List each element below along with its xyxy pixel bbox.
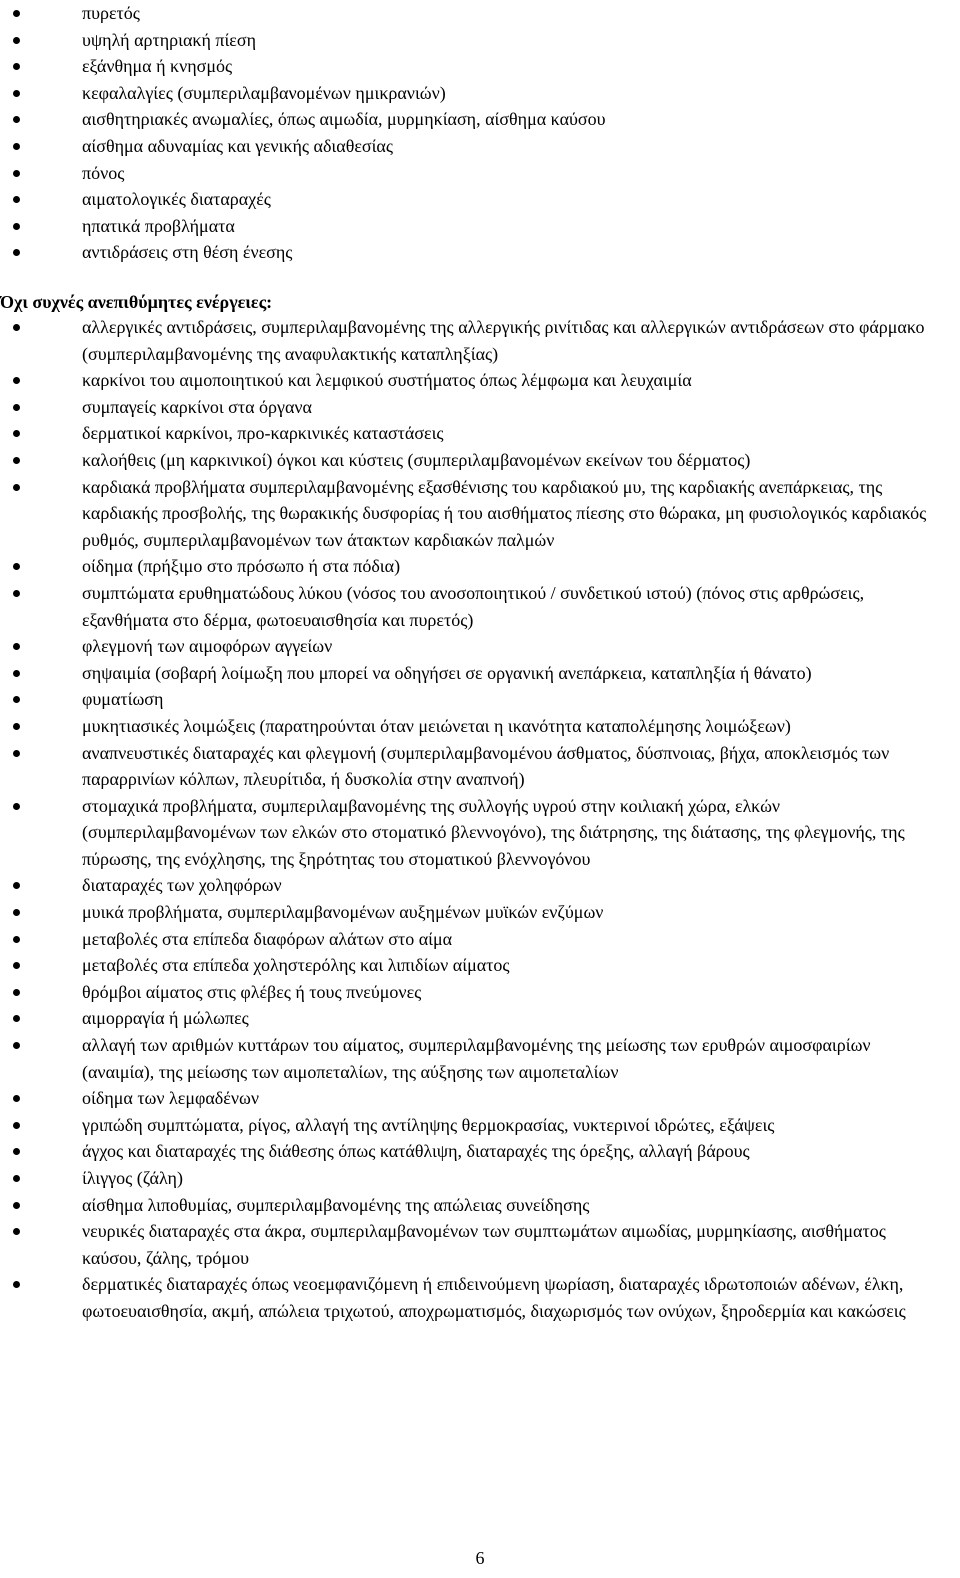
list-item-text: καρδιακά προβλήματα συμπεριλαμβανομένης εξασθένισης του καρδιακού μυ, της καρδιακής ανεπάρκειας, της καρδιακής προσβολής, της θωρακικής δυσφορίας ή του αισθήματος πίεσης στο θώρακα, μη φυσιολογικός καρδιακός ρυθμός, συμπεριλαμβανομένων των άτακτων καρδιακών παλμών: [82, 476, 927, 550]
bullet-icon: [13, 670, 20, 677]
list-item: [0, 979, 960, 1006]
bullet-icon: [13, 170, 20, 177]
bullet-icon: [13, 484, 20, 491]
list-item: [0, 1165, 960, 1192]
list-item-text: σηψαιμία (σοβαρή λοίμωξη που μπορεί να οδηγήσει σε οργανική ανεπάρκεια, καταπληξία ή θάνατο): [82, 662, 812, 683]
list-item-text: θρόμβοι αίματος στις φλέβες ή τους πνεύμονες: [82, 981, 422, 1002]
bullet-icon: [13, 1281, 20, 1288]
bullet-icon: [13, 457, 20, 464]
bullet-icon: [13, 909, 20, 916]
bullet-icon: [13, 936, 20, 943]
uncommon-effects-list: [0, 314, 960, 1325]
bullet-icon: [13, 803, 20, 810]
list-item-text: άγχος και διαταραχές της διάθεσης όπως κατάθλιψη, διαταραχές της όρεξης, αλλαγή βάρους: [82, 1141, 750, 1162]
list-item-text: νευρικές διαταραχές στα άκρα, συμπεριλαμβανομένων των συμπτωμάτων αιμωδίας, μυρμηκίασης, αισθήματος καύσου, ζάλης, τρόμου: [82, 1221, 886, 1268]
uncommon-effects-heading: Όχι συχνές ανεπιθύμητες ενέργειες:: [0, 292, 273, 312]
list-item-text: εξάνθημα ή κνησμός: [82, 56, 233, 77]
bullet-icon: [13, 90, 20, 97]
list-item: [0, 447, 960, 474]
list-item: [0, 660, 960, 687]
list-item-text: συμπτώματα ερυθηματώδους λύκου (νόσος του ανοσοποιητικού / συνδετικού ιστού) (πόνος στις αρθρώσεις, εξανθήματα στο δέρμα, φωτοευαισθησία και πυρετός): [82, 582, 865, 630]
list-item-text: κεφαλαλγίες (συμπεριλαμβανομένων ημικρανιών): [82, 82, 446, 103]
list-item: [0, 474, 960, 554]
bullet-icon: [13, 143, 20, 150]
bullet-icon: [13, 1122, 20, 1129]
list-item: [0, 899, 960, 926]
list-item: [0, 1032, 960, 1085]
page-number: 6: [475, 1548, 485, 1568]
list-item-text: γριπώδη συμπτώματα, ρίγος, αλλαγή της αντίληψης θερμοκρασίας, νυκτερινοί ιδρώτες, εξάψεις: [82, 1114, 775, 1135]
bullet-icon: [13, 63, 20, 70]
bullet-icon: [13, 377, 20, 384]
list-item: [0, 553, 960, 580]
list-item: [0, 1005, 960, 1032]
list-item: [0, 367, 960, 394]
list-item-text: δερματικές διαταραχές όπως νεοεμφανιζόμενη ή επιδεινούμενη ψωρίαση, διαταραχές ιδρωτοποιών αδένων, έλκη, φωτοευαισθησία, ακμή, απώλεια τριχωτού, αποχρωματισμός, διαχωρισμός των ονύχων, ξηροδερμία και κακώσεις: [82, 1274, 906, 1321]
list-item: [0, 314, 960, 367]
list-item: [0, 740, 960, 793]
bullet-icon: [13, 1015, 20, 1022]
list-item-text: μυικά προβλήματα, συμπεριλαμβανομένων αυξημένων μυϊκών ενζύμων: [82, 902, 604, 923]
list-item-text: αλλαγή των αριθμών κυττάρων του αίματος, συμπεριλαμβανομένης της μείωσης των ερυθρών αιμοσφαιρίων (αναιμία), της μείωσης των αιμοπεταλίων, της αύξησης των αιμοπεταλίων: [82, 1035, 871, 1082]
bullet-icon: [13, 1202, 20, 1209]
list-item: [0, 186, 960, 213]
list-item: [0, 633, 960, 660]
bullet-icon: [13, 643, 20, 650]
list-item: [0, 106, 960, 133]
bullet-icon: [13, 116, 20, 123]
list-item: [0, 952, 960, 979]
list-item: [0, 133, 960, 160]
list-item-text: αισθητηριακές ανωμαλίες, όπως αιμωδία, μυρμηκίαση, αίσθημα καύσου: [82, 109, 606, 130]
bullet-icon: [13, 10, 20, 17]
list-item: [0, 1085, 960, 1112]
list-item: [0, 686, 960, 713]
list-item-text: ηπατικά προβλήματα: [82, 215, 235, 236]
list-item-text: αντιδράσεις στη θέση ένεσης: [82, 242, 293, 263]
bullet-icon: [13, 249, 20, 256]
list-item-text: διαταραχές των χοληφόρων: [82, 875, 282, 896]
list-item: [0, 0, 960, 27]
list-item-text: αίσθημα αδυναμίας και γενικής αδιαθεσίας: [82, 135, 393, 156]
bullet-icon: [13, 696, 20, 703]
list-item-text: στομαχικά προβλήματα, συμπεριλαμβανομένης της συλλογής υγρού στην κοιλιακή χώρα, ελκών (συμπεριλαμβανομένων των ελκών στο στοματικό βλεννογόνο), της διάτρησης, της διάτασης, της φλεγμονής, της πύρωσης, της ενόχλησης, της ξηρότητας του στοματικού βλεννογόνου: [82, 795, 905, 869]
list-item: [0, 27, 960, 54]
list-item-text: οίδημα των λεμφαδένων: [82, 1088, 259, 1109]
bullet-icon: [13, 223, 20, 230]
bullet-icon: [13, 1042, 20, 1049]
list-item-text: μυκητιασικές λοιμώξεις (παρατηρούνται όταν μειώνεται η ικανότητα καταπολέμησης λοιμώξεων): [82, 715, 791, 736]
list-item: [0, 1192, 960, 1219]
list-item-text: πόνος: [82, 162, 125, 183]
bullet-icon: [13, 882, 20, 889]
list-item-text: φλεγμονή των αιμοφόρων αγγείων: [82, 636, 333, 657]
list-item: [0, 872, 960, 899]
list-item-text: δερματικοί καρκίνοι, προ-καρκινικές καταστάσεις: [82, 423, 444, 444]
list-item: [0, 80, 960, 107]
list-item: [0, 213, 960, 240]
list-item: [0, 926, 960, 953]
list-item: [0, 580, 960, 633]
bullet-icon: [13, 962, 20, 969]
list-item: [0, 394, 960, 421]
list-item-text: αιματολογικές διαταραχές: [82, 189, 271, 210]
list-item-text: υψηλή αρτηριακή πίεση: [82, 29, 256, 50]
list-item-text: καρκίνοι του αιμοποιητικού και λεμφικού συστήματος όπως λέμφωμα και λευχαιμία: [82, 370, 692, 391]
list-item: [0, 239, 960, 266]
bullet-icon: [13, 196, 20, 203]
list-item-text: οίδημα (πρήξιμο στο πρόσωπο ή στα πόδια): [82, 556, 401, 577]
list-item-text: συμπαγείς καρκίνοι στα όργανα: [82, 396, 312, 417]
list-item-text: ίλιγγος (ζάλη): [82, 1168, 183, 1188]
bullet-icon: [13, 37, 20, 44]
list-item: [0, 1112, 960, 1139]
list-item: [0, 793, 960, 873]
list-item-text: αναπνευστικές διαταραχές και φλεγμονή (συμπεριλαμβανομένου άσθματος, δύσπνοιας, βήχα, αποκλεισμός των παραρρινίων κόλπων, πλευρίτιδα, ή δυσκολία στην αναπνοή): [82, 742, 890, 790]
list-item-text: μεταβολές στα επίπεδα χοληστερόλης και λιπιδίων αίματος: [82, 955, 510, 976]
bullet-icon: [13, 1148, 20, 1155]
bullet-icon: [13, 1095, 20, 1102]
list-item-text: πυρετός: [82, 3, 140, 23]
list-item: [0, 53, 960, 80]
list-item-text: αίσθημα λιποθυμίας, συμπεριλαμβανομένης της απώλειας συνείδησης: [82, 1194, 590, 1215]
list-item: [0, 1138, 960, 1165]
bullet-icon: [13, 430, 20, 437]
bullet-icon: [13, 590, 20, 597]
list-item: [0, 160, 960, 187]
list-item-text: καλοήθεις (μη καρκινικοί) όγκοι και κύστεις (συμπεριλαμβανομένων εκείνων του δέρματος): [82, 449, 751, 470]
bullet-icon: [13, 563, 20, 570]
list-item-text: φυματίωση: [82, 689, 164, 710]
list-item: [0, 420, 960, 447]
bullet-icon: [13, 750, 20, 757]
list-item: [0, 1271, 960, 1324]
list-item: [0, 1218, 960, 1271]
bullet-icon: [13, 989, 20, 996]
list-item-text: αιμορραγία ή μώλωπες: [82, 1008, 249, 1029]
bullet-icon: [13, 404, 20, 411]
list-item-text: αλλεργικές αντιδράσεις, συμπεριλαμβανομένης της αλλεργικής ρινίτιδας και αλλεργικών αντιδράσεων στο φάρμακο (συμπεριλαμβανομένης της αναφυλακτικής καταπληξίας): [82, 317, 925, 364]
list-item-text: μεταβολές στα επίπεδα διαφόρων αλάτων στο αίμα: [82, 928, 453, 949]
bullet-icon: [13, 324, 20, 331]
bullet-icon: [13, 723, 20, 730]
common-effects-list: [0, 0, 960, 266]
bullet-icon: [13, 1228, 20, 1235]
list-item: [0, 713, 960, 740]
bullet-icon: [13, 1175, 20, 1182]
